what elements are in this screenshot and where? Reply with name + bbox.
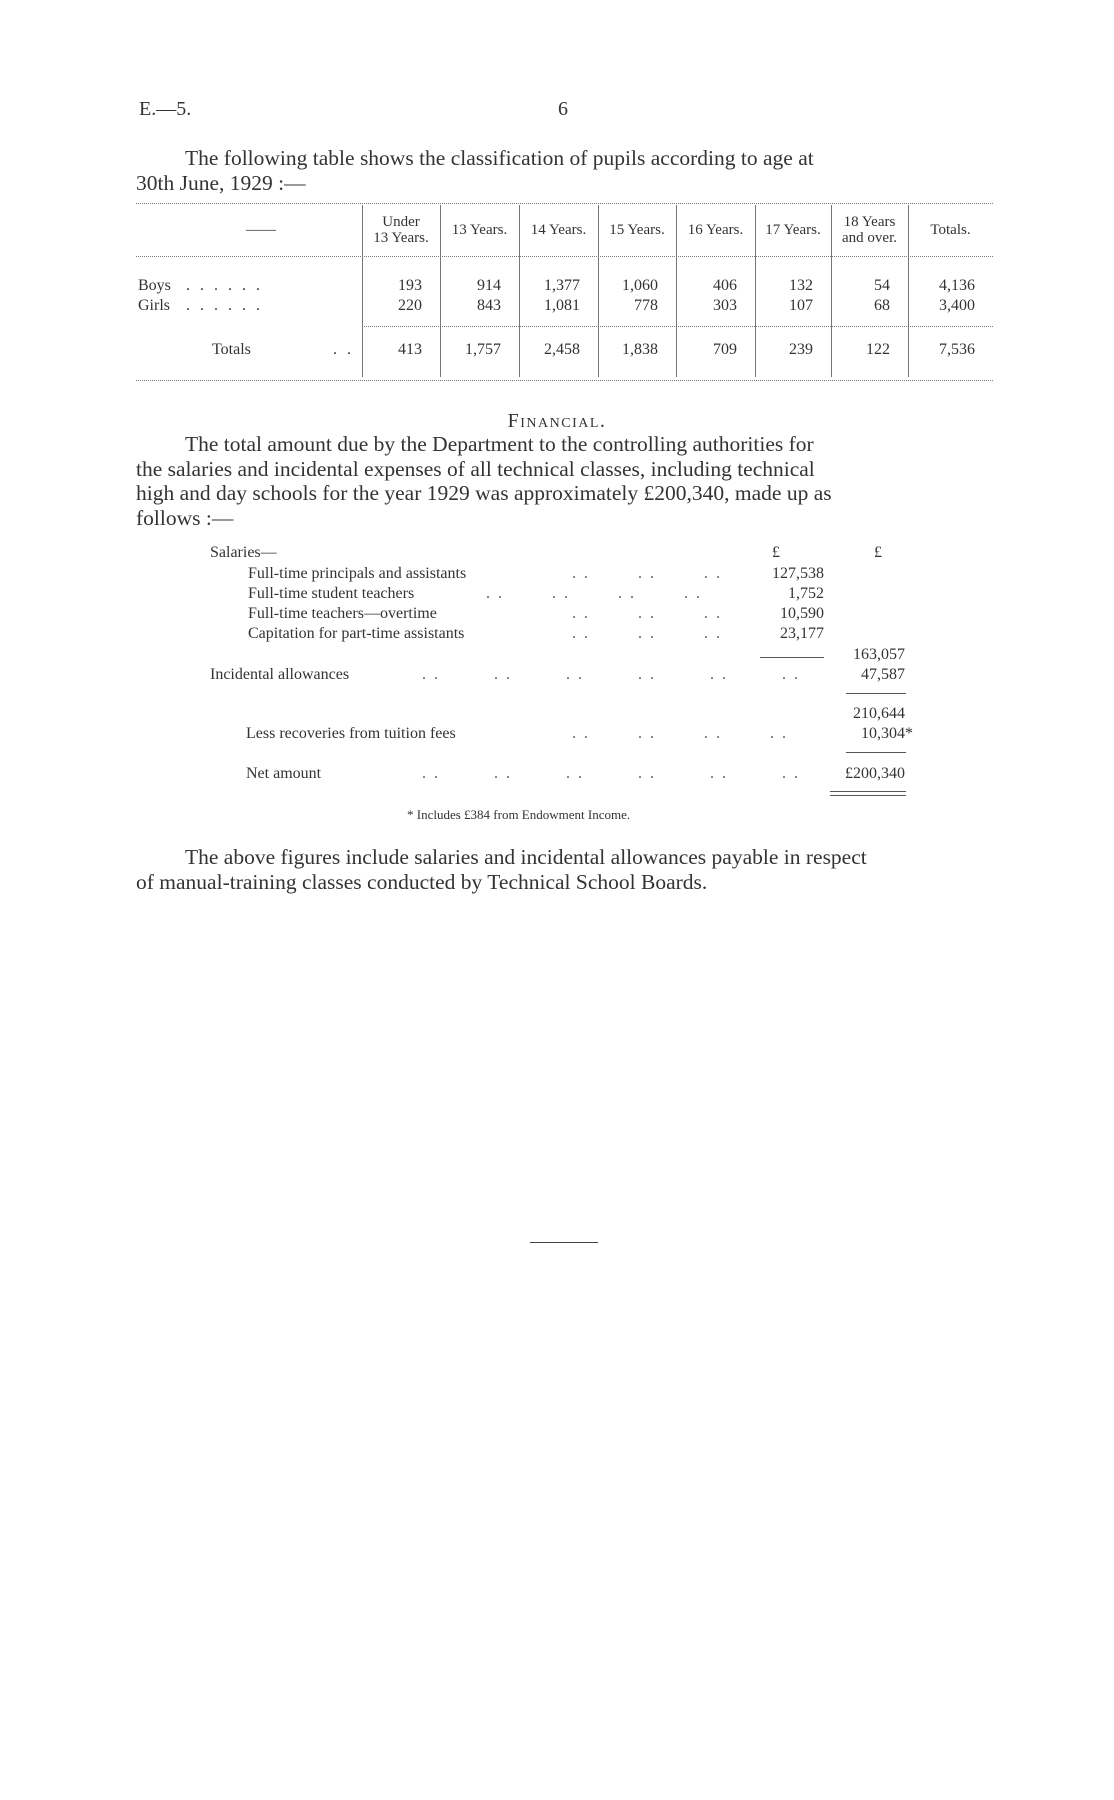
item-label: Capitation for part-time assistants (248, 625, 465, 642)
item-value: 23,177 (780, 625, 824, 642)
intro-line-2: 30th June, 1929 :— (136, 170, 306, 195)
page-number: 6 (558, 98, 568, 120)
pound-column-2: £ (874, 544, 882, 561)
less-leader: . . . . . . . . (572, 725, 788, 742)
table-cell: 1,757 (465, 341, 501, 358)
incidental-label: Incidental allowances (210, 666, 350, 683)
table-cell: 1,838 (622, 341, 658, 358)
net-leader: . . . . . . . . . . . . (422, 765, 800, 782)
financial-line-4: follows :— (136, 505, 234, 530)
table-cell: 3,400 (939, 297, 975, 314)
financial-line-3: high and day schools for the year 1929 was approximately £200,340, made up as (136, 481, 832, 505)
header-18-and-over (831, 214, 908, 246)
row-leader: . . . . . . (186, 297, 263, 314)
table-cell: 778 (634, 297, 658, 314)
report-code: E.—5. (139, 98, 192, 120)
table-cell: 107 (789, 297, 813, 314)
closing-line-1: The above figures include salaries and incidental allowances payable in respect (185, 845, 867, 869)
item-value: 1,752 (788, 585, 824, 602)
table-cell: 406 (713, 277, 737, 294)
closing-paragraph (136, 845, 993, 894)
item-value: 10,590 (780, 605, 824, 622)
table-cell: 132 (789, 277, 813, 294)
less-value: 10,304* (861, 725, 913, 742)
net-double-rule-1 (830, 791, 906, 792)
table-cell: 1,060 (622, 277, 658, 294)
table-cell: 914 (477, 277, 501, 294)
financial-line-1: The total amount due by the Department to the controlling authorities for (185, 432, 814, 456)
net-label: Net amount (246, 765, 322, 782)
table-cell: 122 (866, 341, 890, 358)
header-18-line2: and over. (842, 230, 897, 246)
header-under-13 (362, 214, 440, 246)
intro-line-1: The following table shows the classification of pupils according to age at (185, 146, 814, 170)
net-rule (846, 752, 906, 753)
table-bottom-rule (136, 380, 993, 381)
row-leader: . . (333, 341, 354, 358)
item-label: Full-time teachers—overtime (248, 605, 437, 622)
subtotal-value: 210,644 (853, 705, 905, 722)
header-under-13-line2: 13 Years. (373, 230, 429, 246)
financial-heading: Financial. (507, 410, 607, 432)
header-13-years: 13 Years. (451, 222, 508, 238)
row-label-girls: Girls (138, 297, 170, 314)
table-header-rule (136, 256, 993, 257)
salaries-label: Salaries— (210, 544, 277, 561)
table-cell: 239 (789, 341, 813, 358)
table-top-rule (136, 203, 993, 204)
header-under-13-line1: Under (382, 214, 420, 230)
table-cell: 1,081 (544, 297, 580, 314)
item-label: Full-time student teachers (248, 585, 415, 602)
net-double-rule-2 (830, 795, 906, 796)
end-rule (530, 1242, 598, 1243)
table-cell: 1,377 (544, 277, 580, 294)
row-label-boys: Boys (138, 277, 171, 294)
table-cell: 303 (713, 297, 737, 314)
header-15-years: 15 Years. (609, 222, 665, 238)
table-cell: 2,458 (544, 341, 580, 358)
pound-column-1: £ (772, 544, 780, 561)
table-cell: 413 (398, 341, 422, 358)
header-17-years: 17 Years. (765, 222, 821, 238)
table-cell: 193 (398, 277, 422, 294)
table-cell: 7,536 (939, 341, 975, 358)
item-leader: . . . . . . (572, 605, 722, 622)
closing-line-2: of manual-training classes conducted by Technical School Boards. (136, 869, 708, 894)
item-leader: . . . . . . (572, 565, 722, 582)
table-cell: 68 (874, 297, 890, 314)
financial-line-2: the salaries and incidental expenses of all technical classes, including technical (136, 456, 815, 481)
table-cell: 843 (477, 297, 501, 314)
header-16-years: 16 Years. (687, 222, 744, 238)
financial-paragraph (136, 432, 993, 530)
incidental-leader: . . . . . . . . . . . . (422, 666, 800, 683)
table-cell: 4,136 (939, 277, 975, 294)
subtotal-rule (760, 657, 824, 658)
header-totals: Totals. (930, 222, 971, 238)
incidental-value: 47,587 (861, 666, 905, 683)
table-cell: 54 (874, 277, 890, 294)
item-leader: . . . . . . (572, 625, 722, 642)
intro-paragraph (136, 146, 993, 195)
row-label-totals: Totals (212, 341, 251, 358)
item-label: Full-time principals and assistants (248, 565, 467, 582)
table-cell: 709 (713, 341, 737, 358)
row-leader: . . . . . . (186, 277, 263, 294)
item-value: 127,538 (772, 565, 824, 582)
header-corner: —— (246, 222, 276, 238)
table-cell: 220 (398, 297, 422, 314)
table-totals-rule (362, 326, 993, 327)
header-18-line1: 18 Years (843, 214, 896, 230)
footnote: * Includes £384 from Endowment Income. (407, 807, 631, 822)
item-leader: . . . . . . . . (486, 585, 702, 602)
salaries-total: 163,057 (853, 646, 905, 663)
header-14-years: 14 Years. (530, 222, 587, 238)
net-value: £200,340 (845, 765, 905, 782)
total-rule (846, 693, 906, 694)
less-label: Less recoveries from tuition fees (246, 725, 456, 742)
